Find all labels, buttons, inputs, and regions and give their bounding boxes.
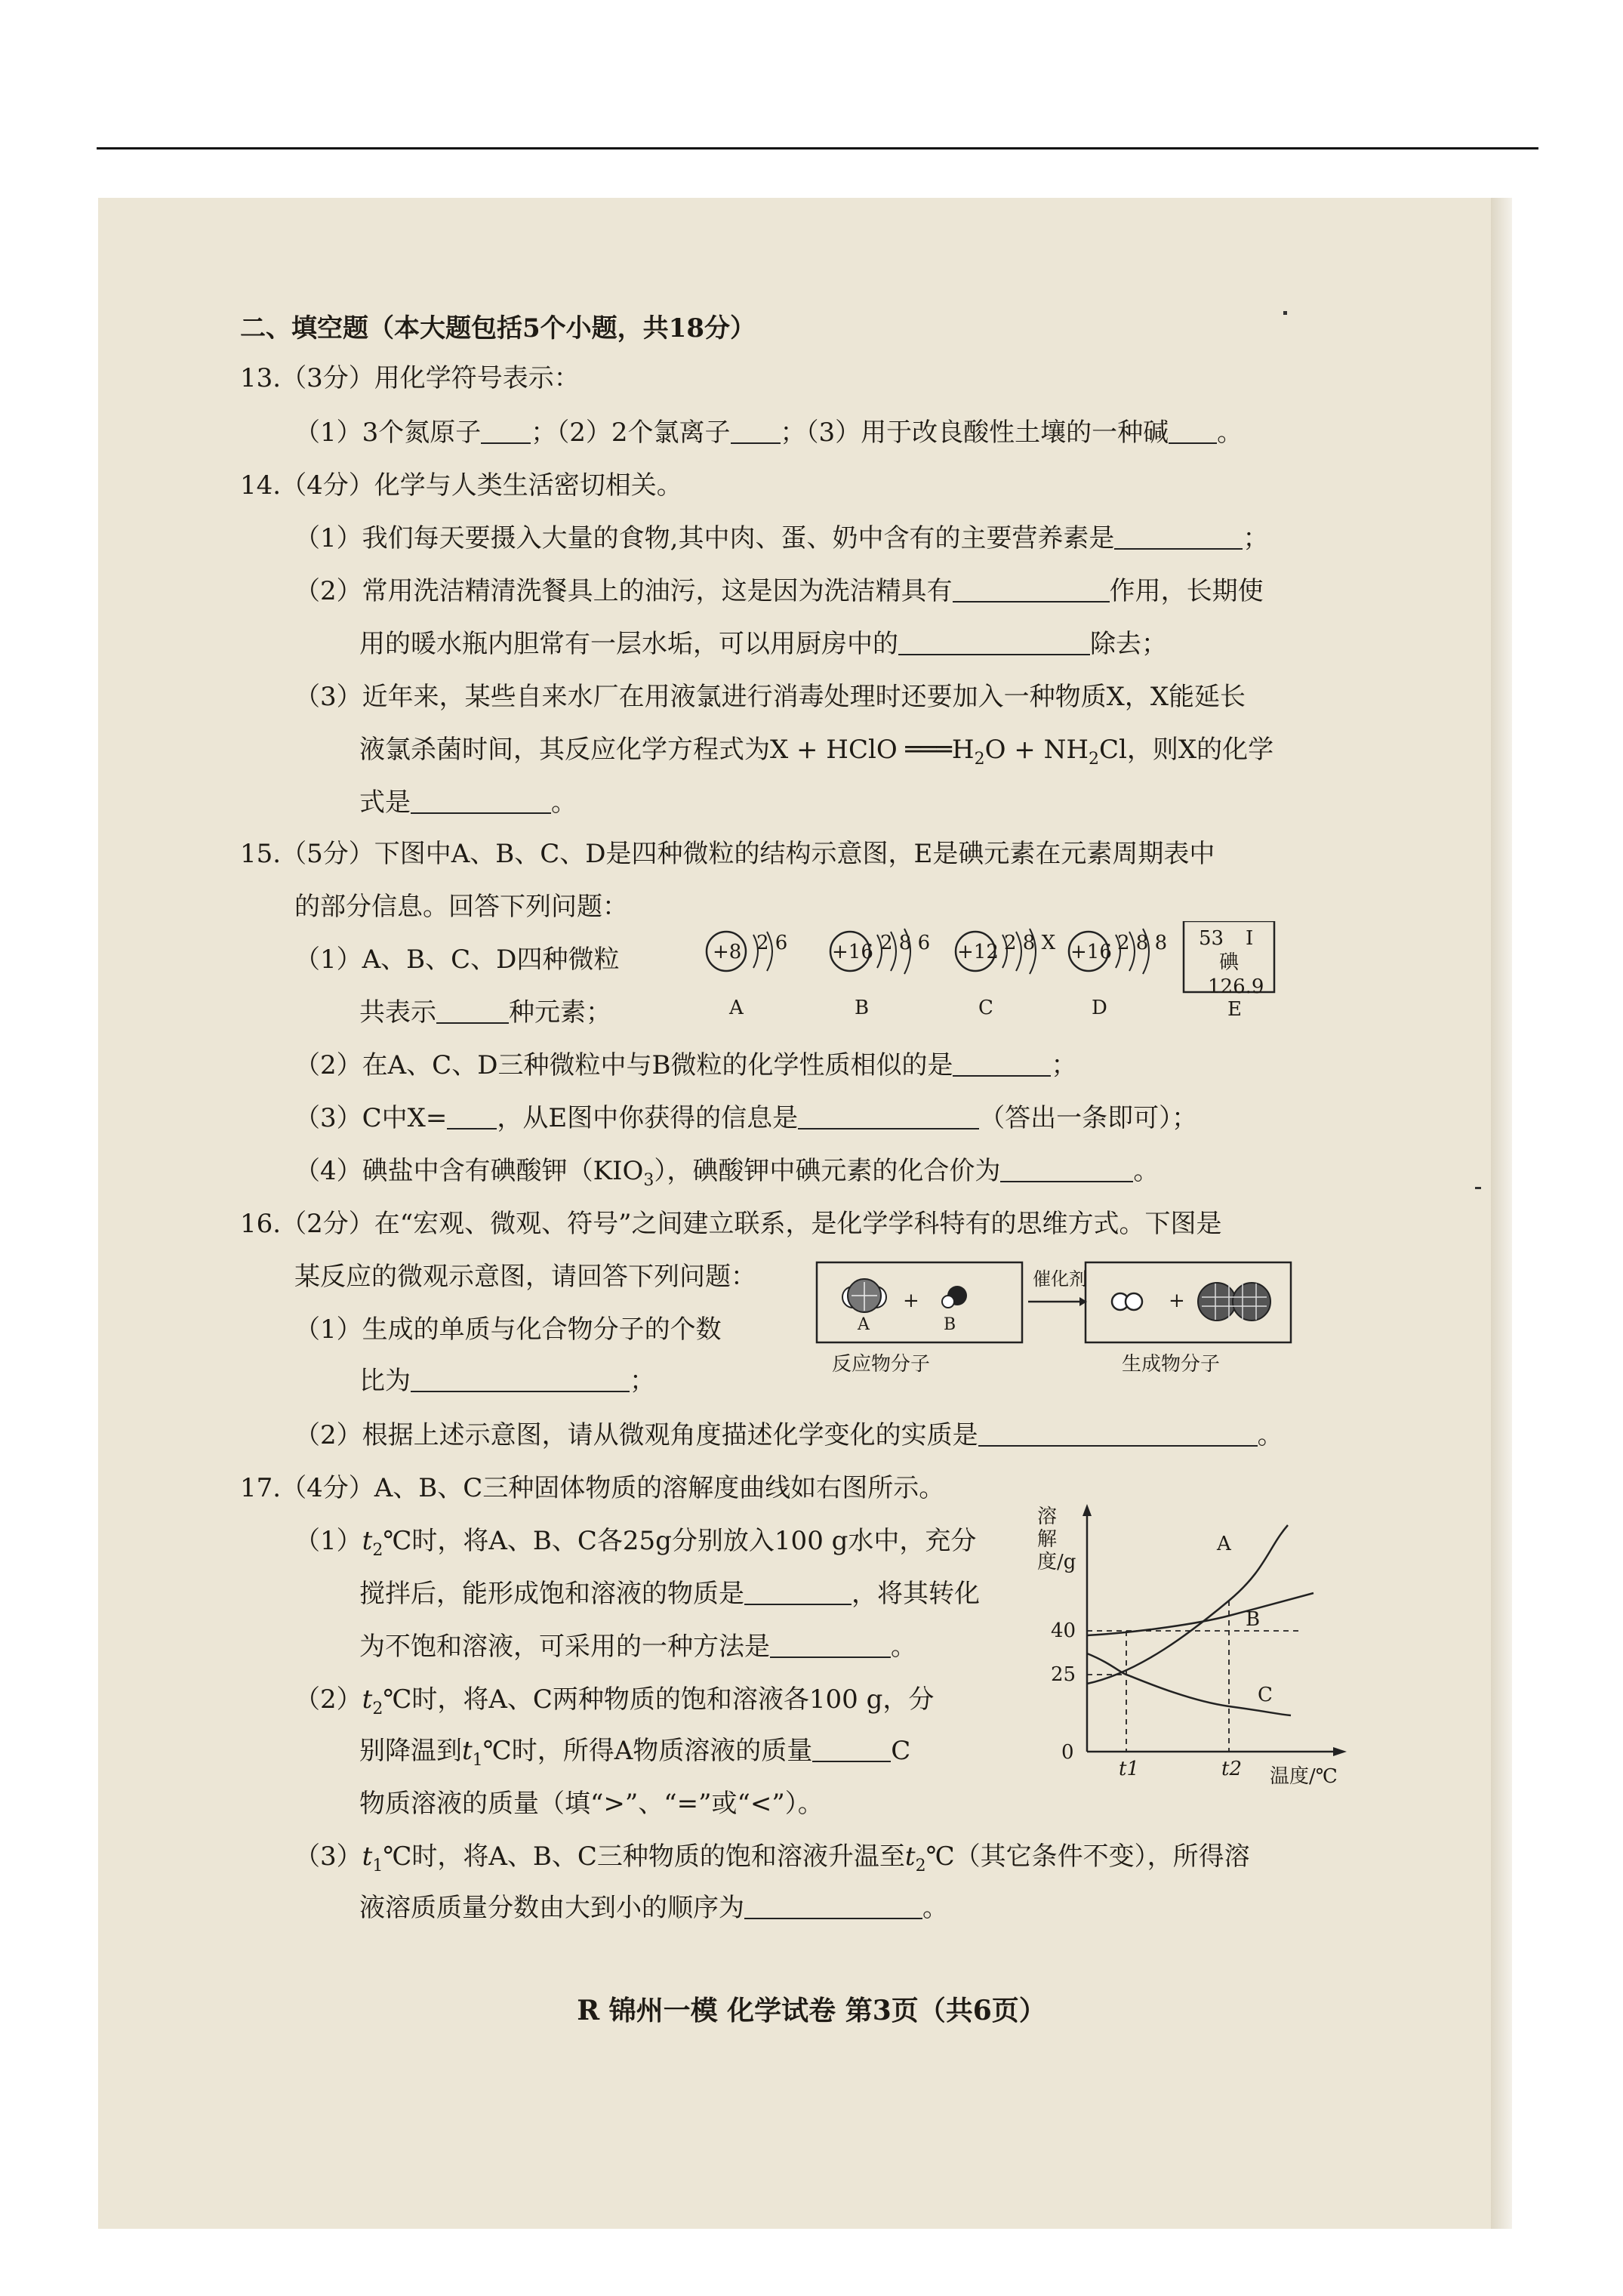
q13-part2: ；（2）2个氯离子: [531, 418, 731, 448]
q13-parts: [294, 418, 1243, 448]
q15-sub4: [294, 1158, 1159, 1189]
q17-sub3b-text: 液溶质质量分数由大到小的顺序为: [359, 1893, 744, 1923]
q15-sub1b: [359, 997, 611, 1028]
section-title: 二、填空题（本大题包括5个小题，共18分）: [240, 313, 756, 344]
atom-a-label: A: [729, 997, 744, 1019]
atom-a-shells: 2 6: [756, 932, 788, 954]
q17-t-symbol: t: [362, 1526, 373, 1556]
q14-equation-left: 液氯杀菌时间，其反应化学方程式为X + HClO ═══H: [359, 735, 975, 765]
q17-sub1-prefix: （1）: [294, 1526, 362, 1556]
q14-equation-right: Cl，则X的化学: [1098, 735, 1274, 765]
q14-sub2a-text: （2）常用洗洁精清洗餐具上的油污，这是因为洗洁精具有: [294, 576, 953, 606]
q15-blank1: [436, 1000, 509, 1024]
element-number: 53: [1199, 927, 1224, 950]
q14-sub3c-end: 。: [551, 787, 577, 818]
page-footer: R 锦州一模 化学试卷 第3页（共6页）: [577, 1995, 1046, 2026]
q15-sub2: [294, 1052, 1076, 1078]
q17-sub2b-text1: 别降温到: [359, 1736, 462, 1766]
q16-sub1a: （1）生成的单质与化合物分子的个数: [294, 1314, 722, 1345]
q13-blank2: [731, 420, 781, 444]
products-caption: 生成物分子: [1122, 1353, 1221, 1376]
q13-part3: ；（3）用于改良酸性土壤的一种碱: [780, 418, 1169, 448]
q17-sub1c-end: 。: [891, 1632, 916, 1662]
q15-sub3: [294, 1105, 1197, 1131]
atom-c-label: C: [978, 997, 993, 1019]
q17-sub2a: [294, 1684, 935, 1718]
curve-b-label: B: [1246, 1608, 1261, 1631]
q17-sub3-t1sub: 1: [372, 1856, 383, 1875]
q17-sub1a: [294, 1528, 976, 1559]
element-mass: 126.9: [1208, 975, 1264, 998]
q14-sub1-end: ；: [1243, 523, 1269, 553]
q13-blank1: [481, 420, 531, 444]
q14-sub-2b: 2: [1088, 749, 1099, 769]
q17-sub2-tsub: 2: [372, 1699, 383, 1718]
q16-sub1b: [359, 1368, 655, 1394]
reactants-caption: 反应物分子: [832, 1353, 931, 1376]
atom-b-shells: 2 8 6: [880, 932, 931, 954]
q13-part1: （1）3个氮原子: [294, 418, 482, 448]
q17-sub3-t1: t: [362, 1841, 373, 1872]
q17-sub2b-text2: ℃时，所得A物质溶液的质量: [482, 1736, 813, 1766]
q17-blank2: [770, 1634, 891, 1658]
graph-xtick-t1: t1: [1119, 1758, 1139, 1780]
atom-d-nucleus: +16: [1070, 941, 1112, 963]
q14-sub2d-text: 除去；: [1090, 629, 1167, 659]
catalyst-label: 催化剂: [1033, 1268, 1087, 1290]
q15-sub4-subscript: 3: [643, 1170, 654, 1190]
graph-ytick-40: 40: [1051, 1620, 1076, 1642]
element-name: 碘: [1219, 951, 1240, 974]
atom-d-shells: 2 8 8: [1117, 932, 1168, 954]
q17-sub3b: [359, 1895, 948, 1921]
q14-equation-mid: O + NH: [984, 735, 1089, 765]
q17-sub3a-text2: ℃（其它条件不变），所得溶: [925, 1841, 1250, 1872]
atom-c-shells: 2 8 X: [1004, 932, 1056, 954]
q15-blank2: [953, 1052, 1051, 1077]
q14-blank2: [953, 578, 1110, 603]
graph-xtick-t2: t2: [1221, 1758, 1242, 1780]
q16-sub2-end: 。: [1257, 1420, 1283, 1450]
q16-sub1b-end: ；: [630, 1366, 655, 1396]
q17-sub3-t2: t: [904, 1841, 916, 1872]
q15-blank5: [1000, 1158, 1133, 1182]
q17-sub2b-tsub: 1: [472, 1750, 483, 1770]
q14-sub2c-text: 用的暖水瓶内胆常有一层水垢，可以用厨房中的: [359, 629, 898, 659]
q17-blank3: [812, 1738, 891, 1762]
q17-sub1a-text: ℃时，将A、B、C各25g分别放入100 g水中，充分: [383, 1526, 977, 1556]
q14-sub2b-text: 作用，长期使: [1109, 576, 1264, 606]
product-plus: +: [1169, 1290, 1185, 1312]
q17-sub3a: [294, 1841, 1250, 1875]
atom-b-label: B: [855, 997, 870, 1019]
q14-sub3c: [359, 787, 577, 818]
q13-stem: 13.（3分）用化学符号表示：: [240, 363, 580, 393]
scan-speck: [1283, 311, 1287, 315]
scan-speck: [1475, 1187, 1481, 1189]
q14-sub-2a: 2: [974, 749, 985, 769]
q17-sub2b-t: t: [462, 1736, 473, 1766]
reactant-molecule-a: [842, 1279, 886, 1312]
q17-sub1b-end: ，将其转化: [852, 1579, 980, 1609]
q16-sub2: [294, 1422, 1283, 1448]
atom-b-nucleus: +16: [832, 941, 873, 963]
q15-sub2-end: ；: [1051, 1050, 1077, 1080]
q16-sub1b-text: 比为: [359, 1366, 411, 1396]
top-rule: [97, 147, 1538, 149]
q17-sub1c: [359, 1634, 916, 1660]
q15-stem1: 15.（5分）下图中A、B、C、D是四种微粒的结构示意图，E是碘元素在元素周期表中: [240, 839, 1215, 869]
q15-sub4b-text: ），碘酸钾中碘元素的化合价为: [654, 1156, 1001, 1186]
q15-sub2-text: （2）在A、C、D三种微粒中与B微粒的化学性质相似的是: [294, 1050, 953, 1080]
q14-sub1: [294, 525, 1268, 551]
atom-d-label: D: [1092, 997, 1107, 1019]
q17-sub2b-text3: C: [891, 1736, 911, 1766]
q17-sub1b-text: 搅拌后，能形成饱和溶液的物质是: [359, 1579, 744, 1609]
q15-sub4a-text: （4）碘盐中含有碘酸钾（KIO: [294, 1156, 644, 1186]
q16-sub2-text: （2）根据上述示意图，请从微观角度描述化学变化的实质是: [294, 1420, 978, 1450]
q15-blank3: [447, 1105, 497, 1130]
reactant-b-label: B: [944, 1315, 956, 1334]
product-molecule-compound: [1198, 1283, 1270, 1321]
q15-sub1b-text: 共表示: [359, 997, 436, 1028]
q16-stem1: 16.（2分）在“宏观、微观、符号”之间建立联系，是化学学科特有的思维方式。下图是: [240, 1209, 1222, 1239]
graph-xlabel: 温度/℃: [1270, 1765, 1338, 1788]
q15-sub4-end: 。: [1133, 1156, 1160, 1186]
q17-sub1c-text: 为不饱和溶液，可采用的一种方法是: [359, 1632, 770, 1662]
q17-sub3-t2sub: 2: [915, 1856, 926, 1875]
reactant-plus: +: [903, 1290, 919, 1312]
atom-a-nucleus: +8: [713, 941, 742, 963]
graph-ytick-25: 25: [1051, 1663, 1076, 1686]
curve-a-label: A: [1217, 1533, 1231, 1555]
solubility-graph: [1027, 1502, 1381, 1774]
q15-sub3b-text: ，从E图中你获得的信息是: [497, 1103, 799, 1133]
atom-c-nucleus: +12: [957, 941, 999, 963]
q14-blank1: [1114, 525, 1243, 550]
q13-end: 。: [1217, 418, 1243, 448]
curve-b: [1087, 1593, 1313, 1635]
page-edge-shadow: [1491, 198, 1512, 2229]
element-symbol: I: [1246, 927, 1254, 950]
curve-a: [1087, 1525, 1288, 1684]
graph-ylabel: 溶解度/g: [1037, 1505, 1076, 1573]
q17-blank1: [744, 1581, 852, 1605]
q14-stem: 14.（4分）化学与人类生活密切相关。: [240, 470, 682, 501]
q17-sub3a-text: ℃时，将A、B、C三种物质的饱和溶液升温至: [383, 1841, 905, 1872]
q15-stem2: 的部分信息。回答下列问题：: [294, 892, 628, 922]
q14-sub1-text: （1）我们每天要摄入大量的食物,其中肉、蛋、奶中含有的主要营养素是: [294, 523, 1115, 553]
q15-blank4: [798, 1105, 979, 1130]
q17-sub2a-text: ℃时，将A、C两种物质的饱和溶液各100 g，分: [383, 1684, 935, 1715]
q17-stem: 17.（4分）A、B、C三种固体物质的溶解度曲线如右图所示。: [240, 1473, 945, 1503]
q17-sub2c: 物质溶液的质量（填“>”、“=”或“<”）。: [359, 1789, 824, 1819]
q17-sub2-t: t: [362, 1684, 373, 1715]
q14-sub3b: [359, 737, 1273, 768]
product-molecule-element: [1112, 1293, 1142, 1310]
q14-blank3: [898, 631, 1090, 655]
q17-t-sub: 2: [372, 1540, 383, 1560]
element-label: E: [1227, 998, 1242, 1021]
q17-sub2b: [359, 1738, 910, 1769]
q13-blank3: [1169, 420, 1217, 444]
reactant-molecule-b: [942, 1286, 967, 1308]
q17-sub3b-end: 。: [922, 1893, 948, 1923]
q14-sub2b: [359, 631, 1167, 657]
reactant-a-label: A: [858, 1315, 870, 1334]
q17-sub3-prefix: （3）: [294, 1841, 362, 1872]
q17-blank4: [744, 1895, 922, 1919]
q17-sub2-prefix: （2）: [294, 1684, 362, 1715]
curve-c-label: C: [1258, 1684, 1273, 1706]
q14-sub3c-text: 式是: [359, 787, 411, 818]
q16-stem2: 某反应的微观示意图，请回答下列问题：: [294, 1262, 756, 1292]
graph-ytick-0: 0: [1061, 1741, 1074, 1764]
q17-sub1b: [359, 1581, 980, 1607]
q15-sub3a-text: （3）C中X=: [294, 1103, 448, 1133]
q14-blank4: [411, 790, 551, 814]
q16-blank1: [411, 1368, 630, 1392]
q14-sub2a: [294, 578, 1264, 604]
q15-sub1c-text: 种元素；: [509, 997, 611, 1028]
q15-sub3c-text: （答出一条即可）；: [979, 1103, 1198, 1133]
q14-sub3a: （3）近年来，某些自来水厂在用液氯进行消毒处理时还要加入一种物质X，X能延长: [294, 682, 1246, 712]
q16-blank2: [978, 1422, 1258, 1447]
q15-sub1a: （1）A、B、C、D四种微粒: [294, 945, 620, 975]
